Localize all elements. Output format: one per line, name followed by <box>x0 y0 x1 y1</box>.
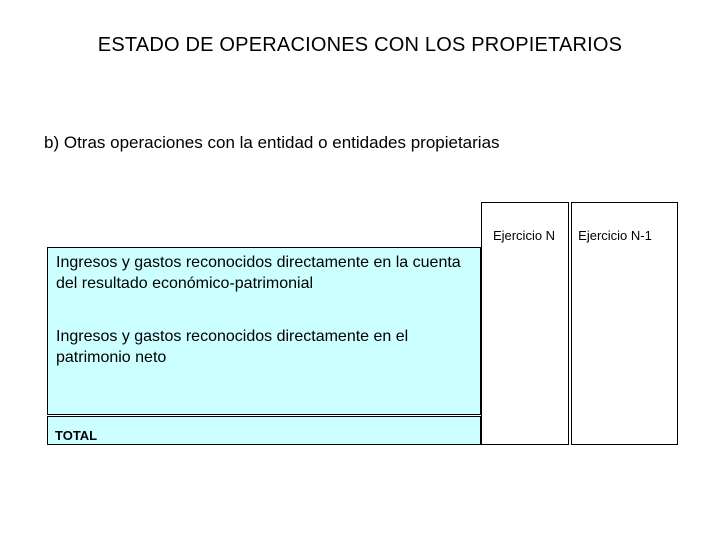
section-subtitle <box>44 133 500 153</box>
row-label-patrimonio: Ingresos y gastos reconocidos directamente en el patrimonio neto <box>56 328 409 366</box>
section-letter: b) <box>44 133 60 152</box>
column-header-ejercicio-n-1: Ejercicio N-1 <box>578 228 652 243</box>
section-title: Otras operaciones con la entidad o entidades propietarias <box>63 133 500 152</box>
total-row <box>47 416 481 445</box>
column-header-ejercicio-n: Ejercicio N <box>492 228 556 243</box>
rows-block <box>47 247 481 415</box>
row-label-resultado: Ingresos y gastos reconocidos directamente en la cuenta del resultado económico-patrimonial <box>56 254 461 292</box>
total-label: TOTAL <box>55 428 98 443</box>
page-title: ESTADO DE OPERACIONES CON LOS PROPIETARIOS <box>97 34 623 56</box>
